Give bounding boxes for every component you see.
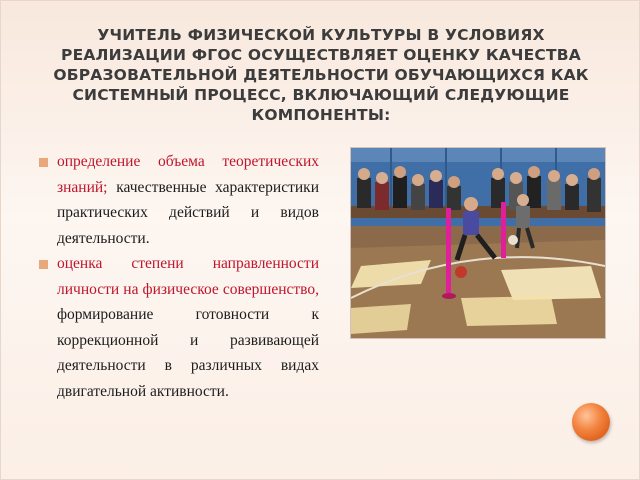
bullet-item	[37, 251, 319, 404]
slide-title: УЧИТЕЛЬ ФИЗИЧЕСКОЙ КУЛЬТУРЫ В УСЛОВИЯХ РЕАЛИЗАЦИИ ФГОС ОСУЩЕСТВЛЯЕТ ОЦЕНКУ КАЧЕСТВА ОБРАЗОВАТЕЛЬНОЙ ДЕЯТЕЛЬНОСТИ ОБУЧАЮЩИХСЯ КАК СИСТЕМНЫЙ ПРОЦЕСС, ВКЛЮЧАЮЩИЙ СЛЕДУЮЩИЕ КОМПОНЕНТЫ:	[53, 26, 589, 124]
gym-photo	[350, 147, 606, 339]
bullet-item	[37, 149, 319, 251]
bullet-text: формирование готовности к коррекционной и развивающей деятельности в различных видах двигательной активности.	[57, 306, 319, 400]
bullet-text: качественные характеристики практических действий и видов деятельности.	[57, 178, 319, 247]
bullet-list	[37, 149, 319, 404]
bullet-highlight: оценка степени направленности личности на физическое совершенство,	[57, 255, 319, 298]
decorative-orb-icon	[572, 403, 610, 441]
bullet-highlight: определение объема теоретических знаний;	[57, 153, 319, 196]
gym-scene-illustration	[351, 148, 605, 338]
